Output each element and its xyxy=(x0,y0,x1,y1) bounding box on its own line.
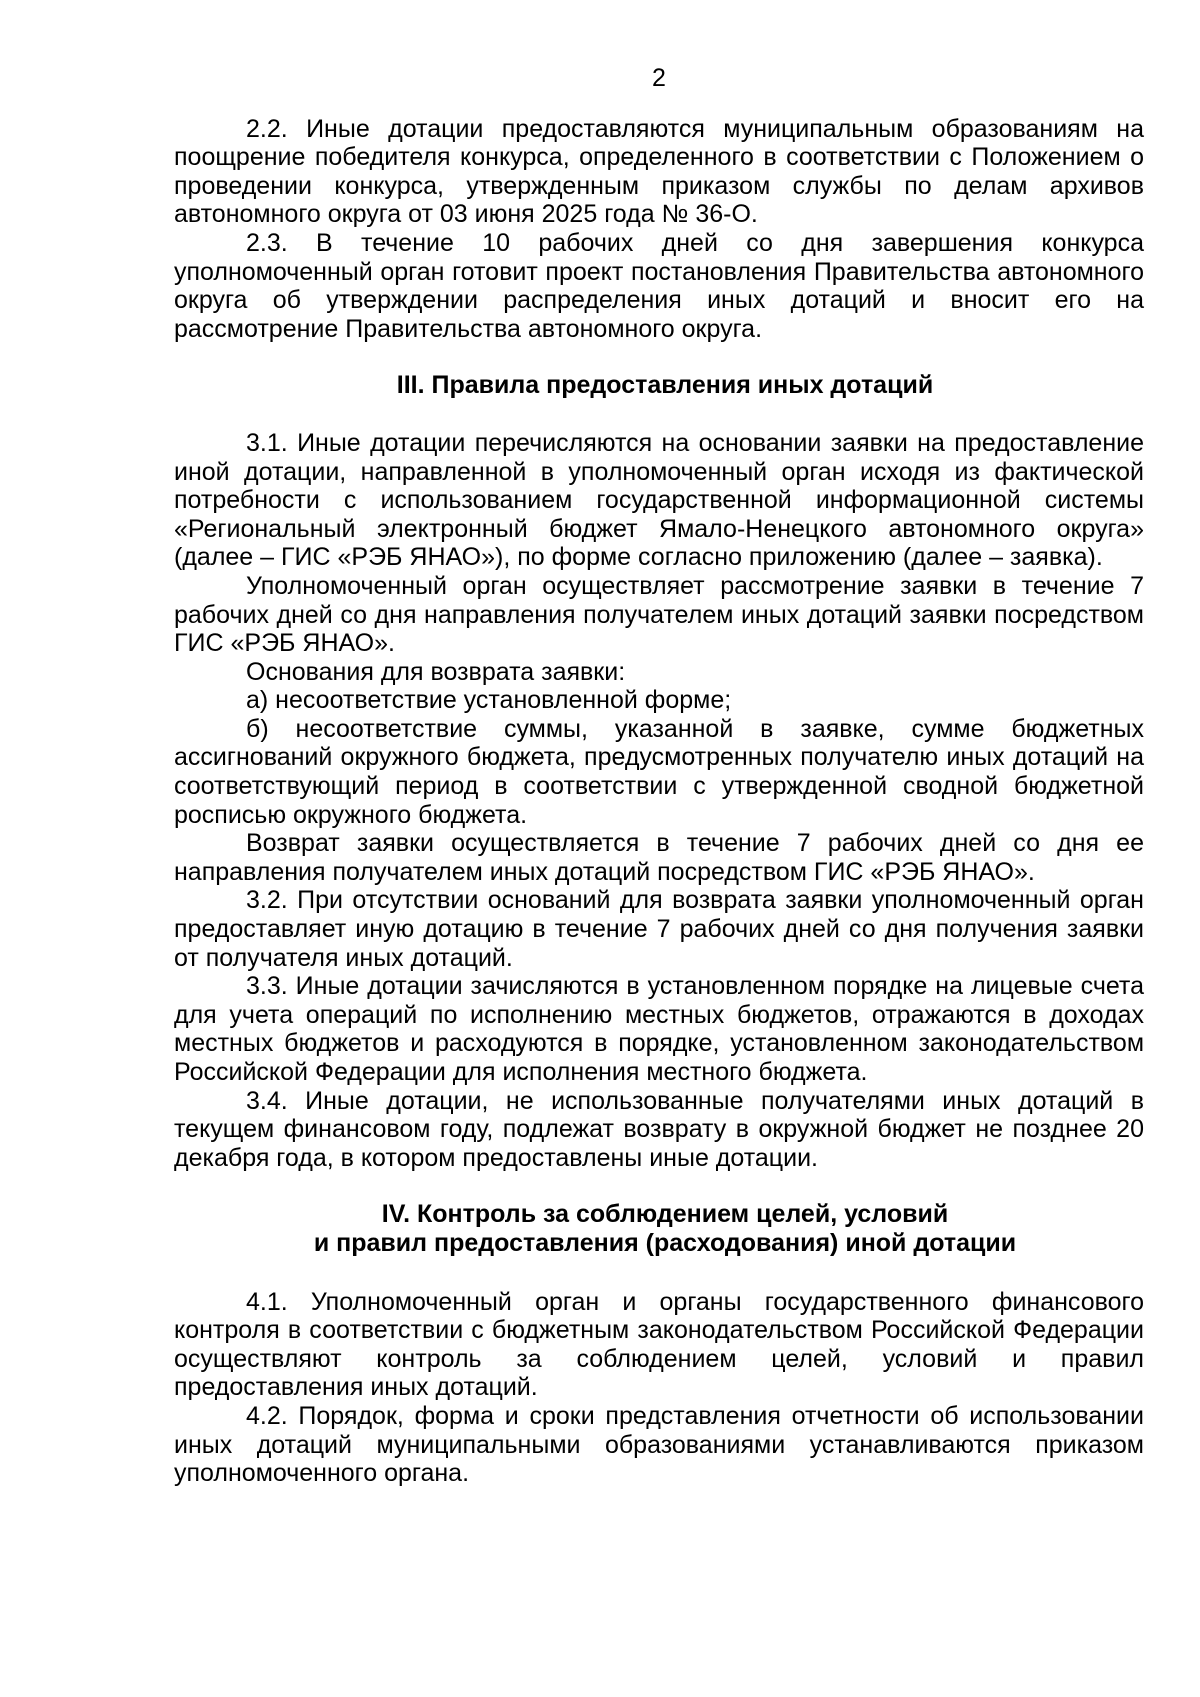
section-4-heading-line-2: и правил предоставления (расходования) иной дотации xyxy=(313,1228,1017,1257)
paragraph-4-2: 4.2. Порядок, форма и сроки представления отчетности об использовании иных дотаций муниципальными образованиями устанавливаются приказом уполномоченного органа. xyxy=(174,1401,1144,1488)
paragraph-2-3: 2.3. В течение 10 рабочих дней со дня завершения конкурса уполномоченный орган готовит проект постановления Правительства автономного округа об утверждении распределения иных дотаций и вносит его на рассмотрение Правительства автономного округа. xyxy=(174,228,1144,343)
page-number: 2 xyxy=(652,64,666,92)
paragraph-3-4: 3.4. Иные дотации, не использованные получателями иных дотаций в текущем финансовом году, подлежат возврату в окружной бюджет не позднее 20 декабря года, в котором предоставлены иные дотации. xyxy=(174,1086,1144,1172)
section-4-heading xyxy=(174,1200,1144,1257)
section-4-heading-line-1: IV. Контроль за соблюдением целей, условий xyxy=(381,1200,949,1229)
paragraph-4-1: 4.1. Уполномоченный орган и органы государственного финансового контроля в соответствии с бюджетным законодательством Российской Федерации осуществляют контроль за соблюдением целей, условий и правил предоставления иных дотаций. xyxy=(174,1287,1144,1402)
paragraph-ground-a: а) несоответствие установленной форме; xyxy=(246,686,732,715)
paragraph-3-3: 3.3. Иные дотации зачисляются в установленном порядке на лицевые счета для учета операций по исполнению местных бюджетов, отражаются в доходах местных бюджетов и расходуются в порядке, установленном законодательством Российской Федерации для исполнения местного бюджета. xyxy=(174,972,1144,1086)
section-4-body xyxy=(174,1288,1144,1488)
paragraph-return-grounds: Основания для возврата заявки: xyxy=(246,657,626,686)
document-page xyxy=(174,64,1144,1488)
paragraph-3-2: 3.2. При отсутствии оснований для возврата заявки уполномоченный орган предоставляет иную дотацию в течение 7 рабочих дней со дня получения заявки от получателя иных дотаций. xyxy=(174,886,1144,972)
section-3-body xyxy=(174,429,1144,1172)
paragraph-3-1: 3.1. Иные дотации перечисляются на основании заявки на предоставление иной дотации, направленной в уполномоченный орган исходя из фактической потребности с использованием государственной информационной системы «Региональный электронный бюджет Ямало-Ненецкого автономного округа» (далее – ГИС «РЭБ ЯНАО»), по форме согласно приложению (далее – заявка). xyxy=(174,428,1144,572)
paragraph-ground-b: б) несоответствие суммы, указанной в заявке, сумме бюджетных ассигнований окружного бюджета, предусмотренных получателю иных дотаций на соответствующий период в соответствии с утвержденной сводной бюджетной росписью окружного бюджета. xyxy=(174,714,1144,829)
paragraph-2-2: 2.2. Иные дотации предоставляются муниципальным образованиям на поощрение победителя конкурса, определенного в соответствии с Положением о проведении конкурса, утвержденным приказом службы по делам архивов автономного округа от 03 июня 2025 года № 36-О. xyxy=(174,114,1144,229)
section-2-body xyxy=(174,115,1144,344)
paragraph-3-1-review: Уполномоченный орган осуществляет рассмотрение заявки в течение 7 рабочих дней со дня направления получателем иных дотаций заявки посредством ГИС «РЭБ ЯНАО». xyxy=(174,571,1144,658)
paragraph-return-term: Возврат заявки осуществляется в течение 7 рабочих дней со дня ее направления получателем иных дотаций посредством ГИС «РЭБ ЯНАО». xyxy=(174,829,1144,886)
section-3-heading: III. Правила предоставления иных дотаций xyxy=(396,371,934,400)
